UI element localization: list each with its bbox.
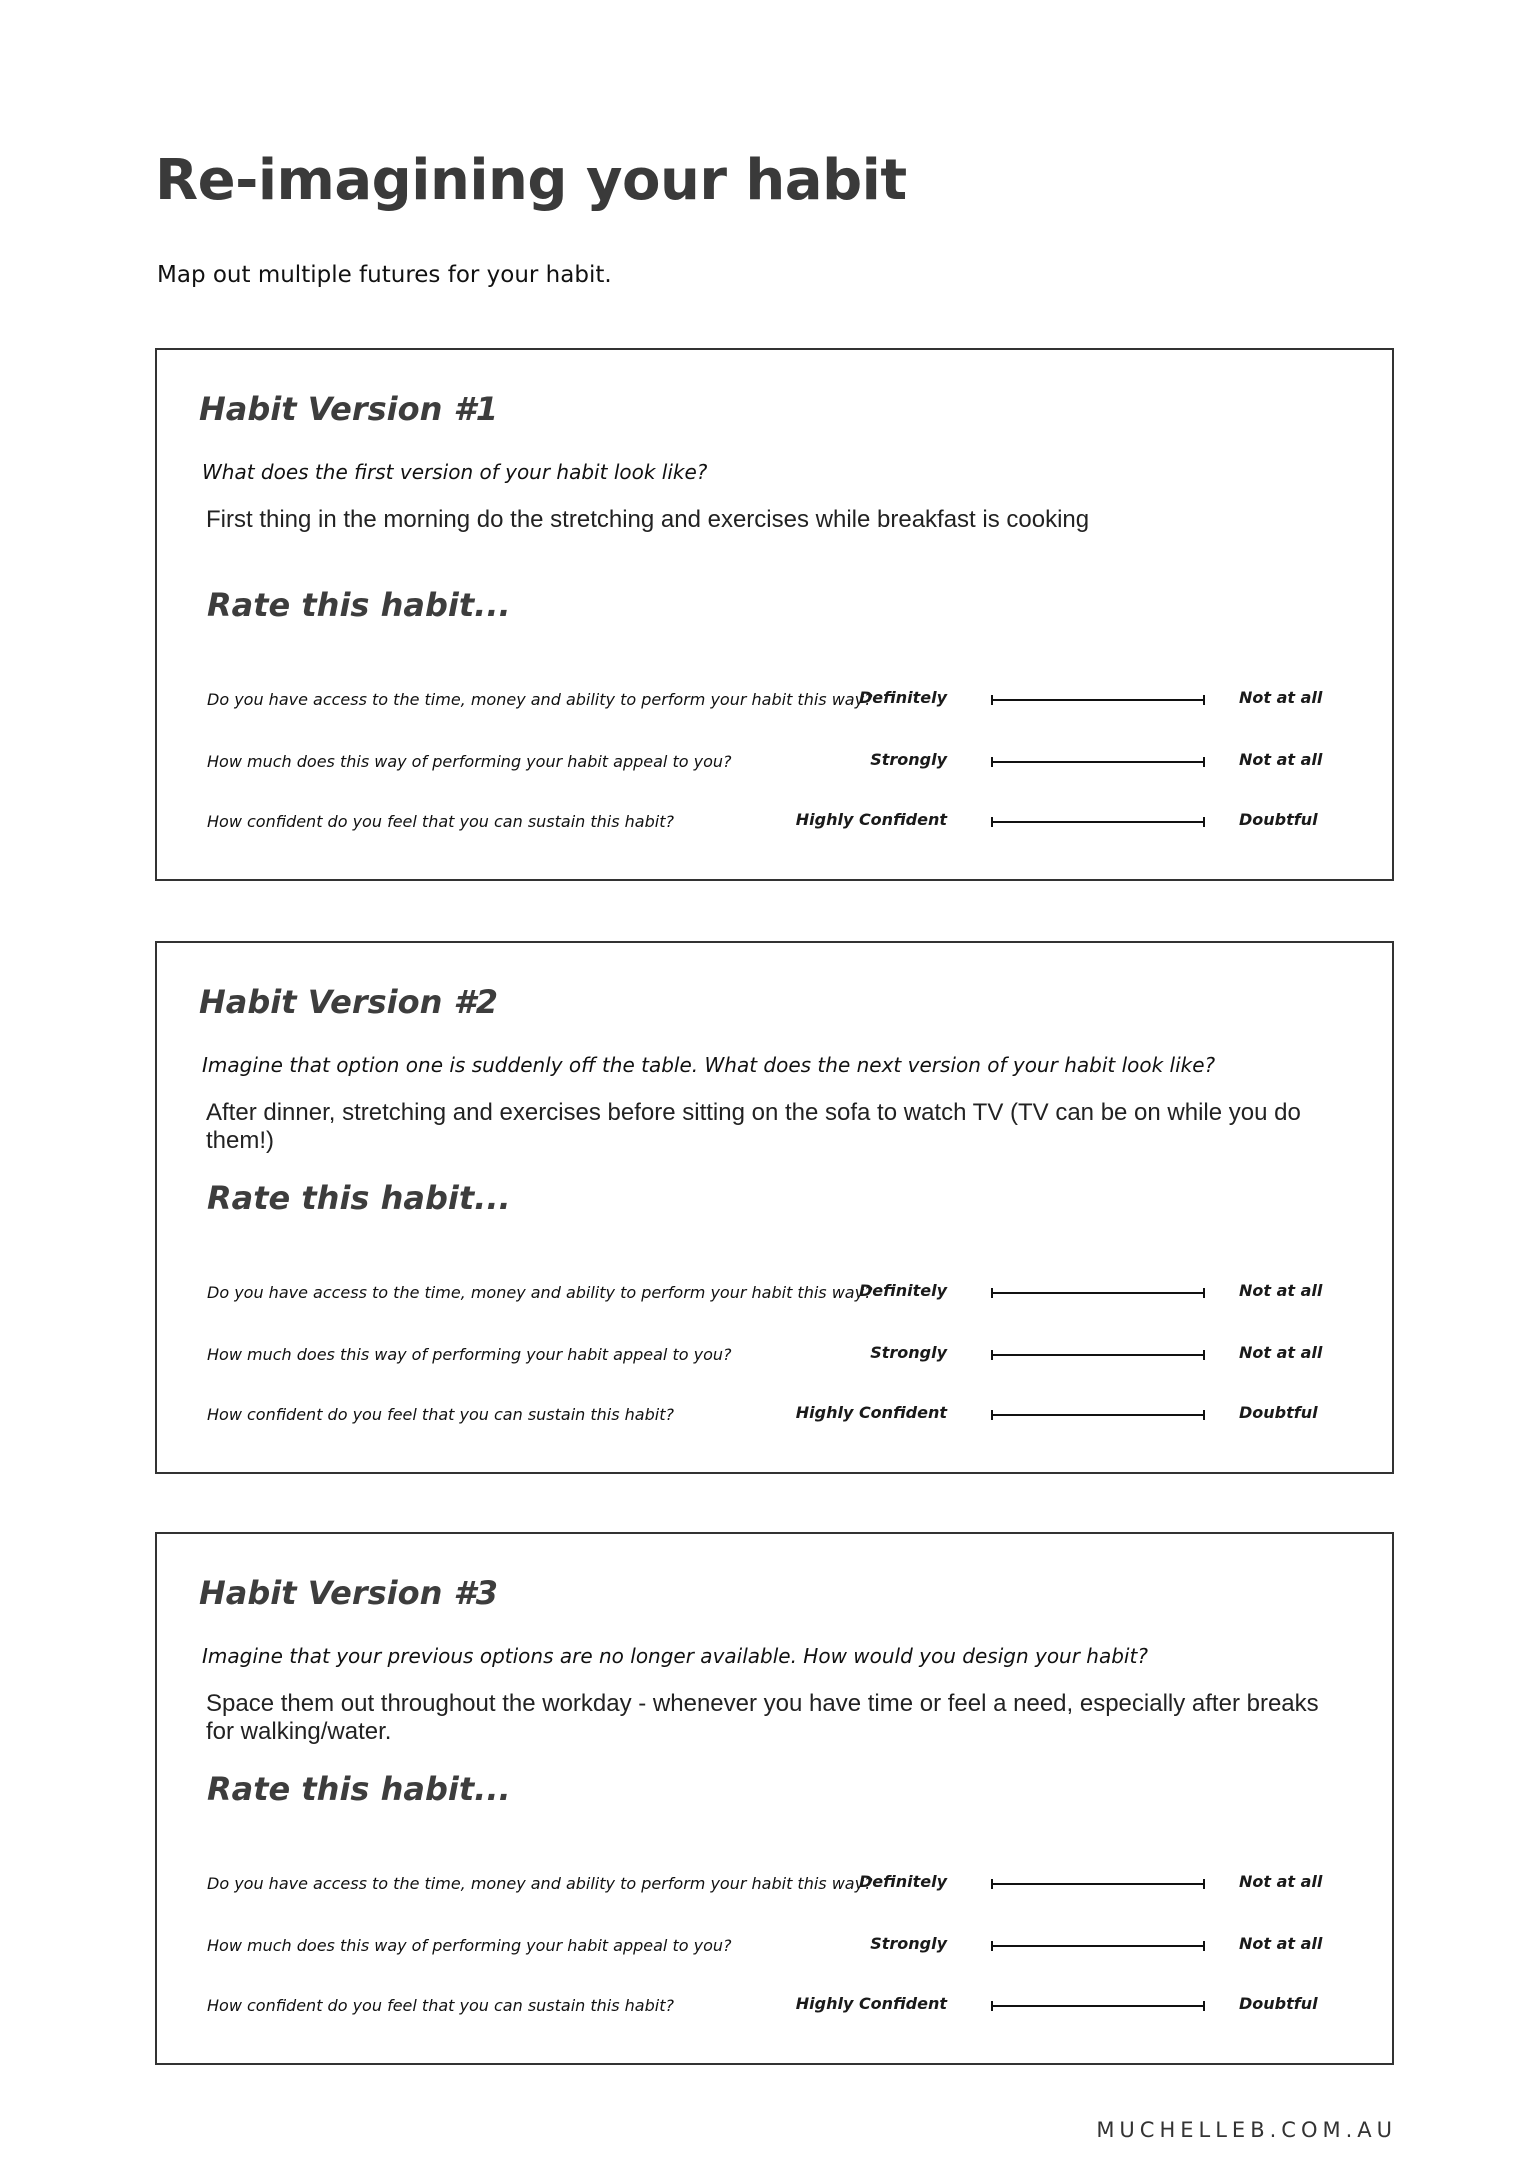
rating-row-appeal (157, 746, 1392, 780)
rate-title: Rate this habit... (207, 1770, 511, 1808)
rating-question: Do you have access to the time, money and ability to perform your habit this way? (207, 1283, 873, 1302)
rating-question: How much does this way of performing your habit appeal to you? (207, 1345, 732, 1364)
card-question: Imagine that option one is suddenly off the table. What does the next version of your habit look like? (202, 1053, 1216, 1077)
rating-scale-slider[interactable] (991, 1883, 1205, 1885)
rating-scale-slider[interactable] (991, 1945, 1205, 1947)
rating-question: How confident do you feel that you can sustain this habit? (207, 1405, 674, 1424)
card-question: Imagine that your previous options are no longer available. How would you design your habit? (202, 1644, 1148, 1668)
card-title: Habit Version #3 (199, 1574, 499, 1612)
rating-right-label: Not at all (1239, 688, 1323, 707)
rating-scale-slider[interactable] (991, 821, 1205, 823)
rating-scale-slider[interactable] (991, 1414, 1205, 1416)
rating-left-label: Strongly (870, 1343, 947, 1362)
rating-left-label: Definitely (858, 1281, 947, 1300)
answer-field[interactable]: Space them out throughout the workday - whenever you have time or feel a need, especially after breaks for walking/water. (206, 1690, 1319, 1745)
answer-field[interactable]: After dinner, stretching and exercises before sitting on the sofa to watch TV (TV can be on while you do them!) (206, 1099, 1301, 1154)
rating-scale-slider[interactable] (991, 1292, 1205, 1294)
page-title: Re-imagining your habit (155, 148, 907, 213)
rating-question: How much does this way of performing your habit appeal to you? (207, 1936, 732, 1955)
rating-right-label: Not at all (1239, 1872, 1323, 1891)
answer-field[interactable]: First thing in the morning do the stretching and exercises while breakfast is cooking (206, 506, 1090, 533)
rating-scale-slider[interactable] (991, 1354, 1205, 1356)
rating-right-label: Doubtful (1239, 810, 1318, 829)
rating-row-confidence (157, 1990, 1392, 2024)
rating-row-confidence (157, 1399, 1392, 1433)
footer-website: MUCHELLEB.COM.AU (1096, 2118, 1397, 2142)
rating-scale-slider[interactable] (991, 699, 1205, 701)
rating-row-confidence (157, 806, 1392, 840)
rating-left-label: Definitely (858, 1872, 947, 1891)
rating-left-label: Highly Confident (795, 1403, 947, 1422)
rating-right-label: Not at all (1239, 1281, 1323, 1300)
habit-version-card-1 (155, 348, 1394, 881)
rating-left-label: Highly Confident (795, 810, 947, 829)
page-subtitle: Map out multiple futures for your habit. (157, 262, 612, 288)
rating-left-label: Strongly (870, 750, 947, 769)
habit-version-card-3 (155, 1532, 1394, 2065)
rating-question: Do you have access to the time, money and ability to perform your habit this way? (207, 690, 873, 709)
rating-row-appeal (157, 1339, 1392, 1373)
rating-question: Do you have access to the time, money and ability to perform your habit this way? (207, 1874, 873, 1893)
rating-question: How much does this way of performing your habit appeal to you? (207, 752, 732, 771)
habit-version-card-2 (155, 941, 1394, 1474)
rating-question: How confident do you feel that you can sustain this habit? (207, 1996, 674, 2015)
rating-left-label: Highly Confident (795, 1994, 947, 2013)
rating-question: How confident do you feel that you can sustain this habit? (207, 812, 674, 831)
rating-left-label: Strongly (870, 1934, 947, 1953)
rate-title: Rate this habit... (207, 586, 511, 624)
rating-right-label: Not at all (1239, 1343, 1323, 1362)
card-question: What does the first version of your habit look like? (202, 460, 708, 484)
card-title: Habit Version #2 (199, 983, 499, 1021)
rating-right-label: Not at all (1239, 750, 1323, 769)
rating-row-appeal (157, 1930, 1392, 1964)
rating-row-access (157, 684, 1392, 718)
rating-row-access (157, 1868, 1392, 1902)
rating-row-access (157, 1277, 1392, 1311)
card-title: Habit Version #1 (199, 390, 499, 428)
rating-left-label: Definitely (858, 688, 947, 707)
rating-right-label: Doubtful (1239, 1994, 1318, 2013)
rate-title: Rate this habit... (207, 1179, 511, 1217)
rating-right-label: Doubtful (1239, 1403, 1318, 1422)
rating-scale-slider[interactable] (991, 2005, 1205, 2007)
rating-scale-slider[interactable] (991, 761, 1205, 763)
rating-right-label: Not at all (1239, 1934, 1323, 1953)
